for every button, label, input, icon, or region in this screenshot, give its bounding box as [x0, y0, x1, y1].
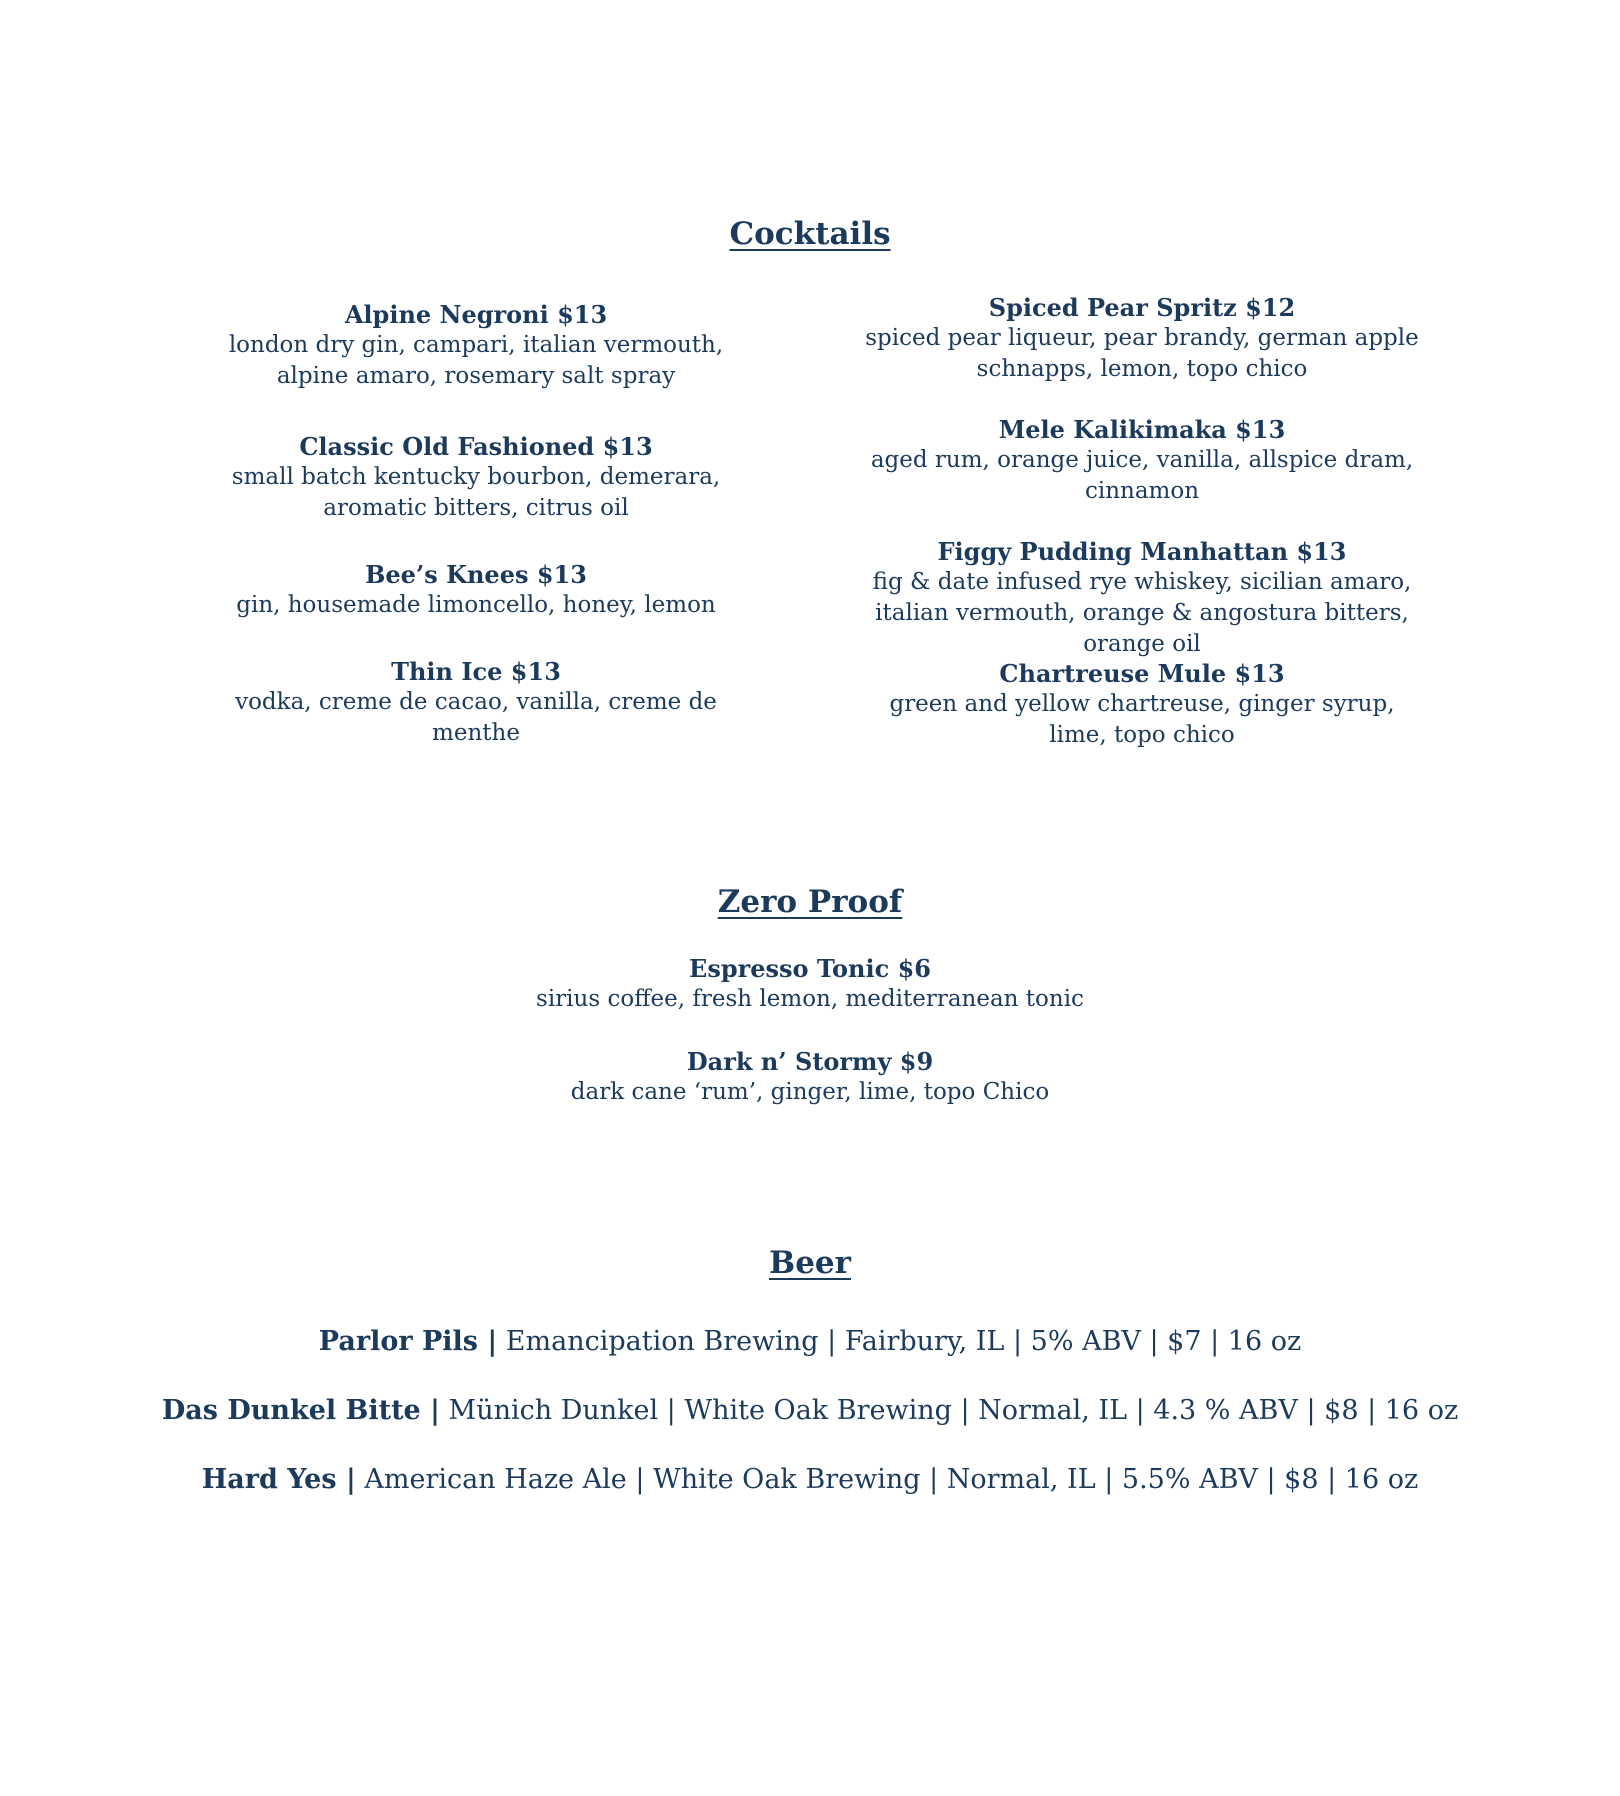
item-description: dark cane ‘rum’, ginger, lime, topo Chico: [570, 1079, 1050, 1105]
item-description: green and yellow chartreuse, ginger syrup, lime, topo chico: [889, 691, 1395, 748]
item-name: Dark n’ Stormy $9: [686, 1047, 934, 1076]
beer-name: Hard Yes |: [201, 1464, 356, 1495]
beer-details: American Haze Ale | White Oak Brewing | Normal, IL | 5.5% ABV | $8 | 16 oz: [355, 1464, 1419, 1495]
item-description: vodka, creme de cacao, vanilla, creme de menthe: [235, 689, 717, 746]
item-name: Thin Ice $13: [391, 657, 561, 686]
item-name: Alpine Negroni $13: [344, 300, 608, 329]
item-description: spiced pear liqueur, pear brandy, german apple schnapps, lemon, topo chico: [865, 325, 1419, 382]
item-description: sirius coffee, fresh lemon, mediterranean tonic: [536, 986, 1084, 1012]
cocktails-heading: Cocktails: [729, 216, 891, 252]
beer-item: [0, 1463, 1620, 1497]
item-description: fig & date infused rye whiskey, sicilian amaro, italian vermouth, orange & angostura bitters, orange oil: [872, 569, 1412, 657]
item-name: Spiced Pear Spritz $12: [988, 293, 1296, 322]
menu-item: [530, 954, 1090, 1015]
beer-item: [0, 1325, 1620, 1359]
beer-name: Das Dunkel Bitte |: [161, 1395, 440, 1426]
item-name: Espresso Tonic $6: [689, 954, 931, 983]
beer-heading: Beer: [769, 1245, 851, 1281]
item-name: Chartreuse Mule $13: [999, 659, 1285, 688]
beer-name: Parlor Pils |: [318, 1326, 498, 1357]
item-name: Bee’s Knees $13: [365, 560, 587, 589]
beer-item: [0, 1394, 1620, 1428]
item-description: aged rum, orange juice, vanilla, allspice dram, cinnamon: [870, 447, 1414, 504]
item-name: Mele Kalikimaka $13: [998, 415, 1286, 444]
item-description: london dry gin, campari, italian vermouth, alpine amaro, rosemary salt spray: [228, 332, 724, 389]
item-description: small batch kentucky bourbon, demerara, aromatic bitters, citrus oil: [231, 464, 721, 521]
zero-proof-heading: Zero Proof: [717, 884, 903, 920]
menu-item: [530, 1047, 1090, 1108]
zero-proof-column: [530, 0, 1090, 1200]
item-description: gin, housemade limoncello, honey, lemon: [236, 592, 716, 618]
beer-details: Emancipation Brewing | Fairbury, IL | 5% ABV | $7 | 16 oz: [497, 1326, 1302, 1357]
item-name: Classic Old Fashioned $13: [299, 432, 653, 461]
beer-details: Münich Dunkel | White Oak Brewing | Normal, IL | 4.3 % ABV | $8 | 16 oz: [439, 1395, 1459, 1426]
item-name: Figgy Pudding Manhattan $13: [937, 537, 1347, 566]
